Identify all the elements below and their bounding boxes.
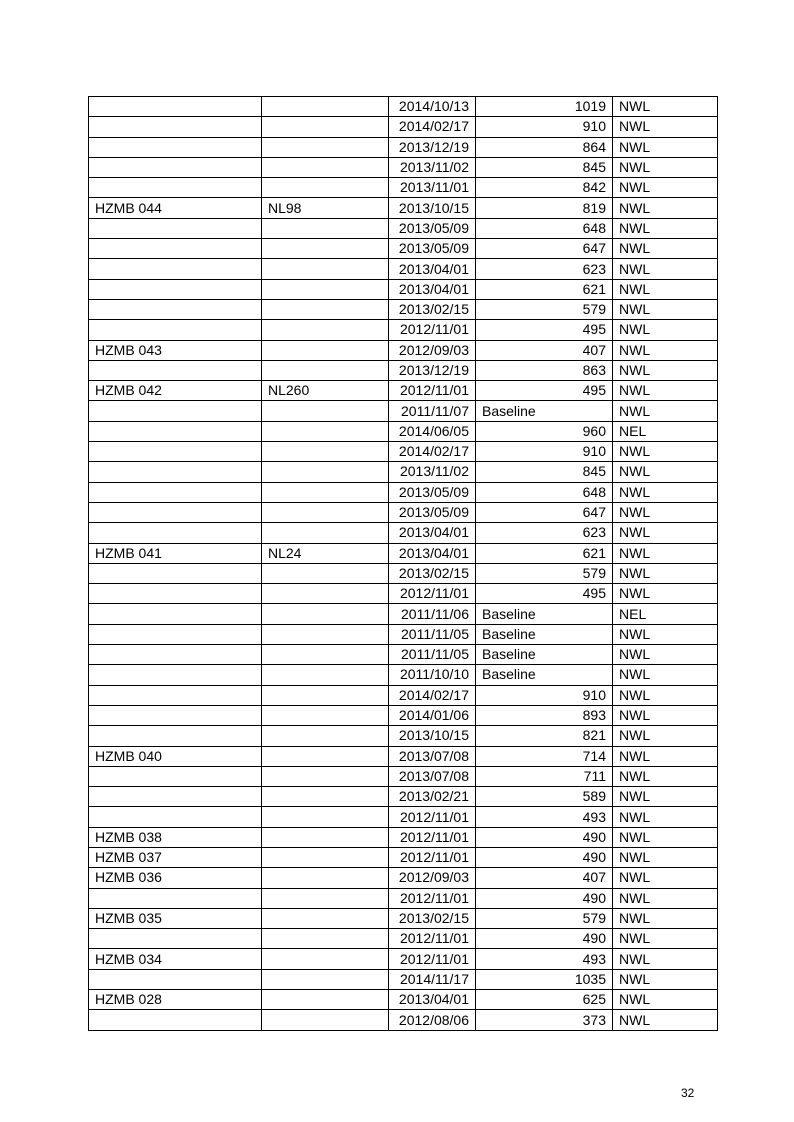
type-cell: NWL [613, 807, 718, 827]
survey-table [88, 96, 718, 1031]
type-cell: NWL [613, 908, 718, 928]
date-cell: 2012/11/01 [389, 847, 476, 867]
table-row [89, 259, 718, 279]
type-cell: NWL [613, 969, 718, 989]
type-cell: NWL [613, 482, 718, 502]
table-row [89, 645, 718, 665]
station-cell [89, 259, 262, 279]
value-cell: 910 [476, 117, 613, 137]
reference-cell [262, 299, 389, 319]
date-cell: 2013/04/01 [389, 523, 476, 543]
table-row [89, 360, 718, 380]
table-row [89, 665, 718, 685]
station-cell [89, 624, 262, 644]
table-row [89, 1010, 718, 1030]
station-cell [89, 766, 262, 786]
date-cell: 2014/02/17 [389, 685, 476, 705]
value-cell: 490 [476, 847, 613, 867]
date-cell: 2012/11/01 [389, 381, 476, 401]
value-cell: 648 [476, 218, 613, 238]
date-cell: 2014/02/17 [389, 442, 476, 462]
type-cell: NWL [613, 543, 718, 563]
value-cell: Baseline [476, 624, 613, 644]
type-cell: NWL [613, 360, 718, 380]
type-cell: NWL [613, 1010, 718, 1030]
reference-cell [262, 584, 389, 604]
table-row [89, 705, 718, 725]
station-cell [89, 178, 262, 198]
reference-cell [262, 726, 389, 746]
table-row [89, 847, 718, 867]
date-cell: 2012/11/01 [389, 949, 476, 969]
table-row [89, 929, 718, 949]
type-cell: NWL [613, 888, 718, 908]
reference-cell [262, 482, 389, 502]
table-row [89, 624, 718, 644]
table-row [89, 239, 718, 259]
table-row [89, 990, 718, 1010]
table-row [89, 563, 718, 583]
type-cell: NWL [613, 990, 718, 1010]
reference-cell [262, 117, 389, 137]
type-cell: NWL [613, 929, 718, 949]
station-cell [89, 1010, 262, 1030]
type-cell: NWL [613, 299, 718, 319]
date-cell: 2012/11/01 [389, 807, 476, 827]
date-cell: 2013/12/19 [389, 360, 476, 380]
reference-cell [262, 746, 389, 766]
value-cell: 621 [476, 279, 613, 299]
date-cell: 2013/02/21 [389, 787, 476, 807]
reference-cell [262, 645, 389, 665]
value-cell: 579 [476, 908, 613, 928]
station-cell [89, 279, 262, 299]
table-row [89, 198, 718, 218]
table-row [89, 584, 718, 604]
type-cell: NWL [613, 137, 718, 157]
reference-cell [262, 787, 389, 807]
date-cell: 2013/05/09 [389, 482, 476, 502]
type-cell: NWL [613, 442, 718, 462]
value-cell: 960 [476, 421, 613, 441]
reference-cell [262, 563, 389, 583]
reference-cell [262, 624, 389, 644]
date-cell: 2012/11/01 [389, 929, 476, 949]
date-cell: 2013/04/01 [389, 543, 476, 563]
table-row [89, 969, 718, 989]
date-cell: 2011/11/05 [389, 645, 476, 665]
table-row [89, 766, 718, 786]
table-row [89, 299, 718, 319]
table-row [89, 340, 718, 360]
value-cell: 1019 [476, 97, 613, 117]
date-cell: 2012/11/01 [389, 827, 476, 847]
type-cell: NWL [613, 401, 718, 421]
reference-cell [262, 340, 389, 360]
station-cell [89, 137, 262, 157]
reference-cell [262, 807, 389, 827]
table-row [89, 827, 718, 847]
date-cell: 2013/05/09 [389, 502, 476, 522]
reference-cell: NL24 [262, 543, 389, 563]
value-cell: Baseline [476, 665, 613, 685]
station-cell [89, 563, 262, 583]
type-cell: NWL [613, 279, 718, 299]
reference-cell [262, 949, 389, 969]
date-cell: 2014/02/17 [389, 117, 476, 137]
type-cell: NWL [613, 685, 718, 705]
type-cell: NWL [613, 198, 718, 218]
station-cell [89, 360, 262, 380]
table-row [89, 908, 718, 928]
reference-cell [262, 360, 389, 380]
type-cell: NWL [613, 502, 718, 522]
type-cell: NWL [613, 726, 718, 746]
reference-cell [262, 320, 389, 340]
date-cell: 2014/10/13 [389, 97, 476, 117]
date-cell: 2013/02/15 [389, 908, 476, 928]
station-cell [89, 117, 262, 137]
table-row [89, 421, 718, 441]
station-cell: HZMB 044 [89, 198, 262, 218]
table-row [89, 218, 718, 238]
value-cell: 493 [476, 949, 613, 969]
station-cell [89, 726, 262, 746]
type-cell: NWL [613, 705, 718, 725]
value-cell: 893 [476, 705, 613, 725]
value-cell: Baseline [476, 401, 613, 421]
type-cell: NWL [613, 523, 718, 543]
date-cell: 2014/06/05 [389, 421, 476, 441]
reference-cell [262, 442, 389, 462]
type-cell: NWL [613, 746, 718, 766]
value-cell: 819 [476, 198, 613, 218]
station-cell [89, 218, 262, 238]
date-cell: 2011/11/06 [389, 604, 476, 624]
reference-cell [262, 888, 389, 908]
station-cell [89, 604, 262, 624]
table-row [89, 137, 718, 157]
table-row [89, 381, 718, 401]
type-cell: NWL [613, 949, 718, 969]
table-row [89, 604, 718, 624]
reference-cell [262, 685, 389, 705]
date-cell: 2013/05/09 [389, 239, 476, 259]
reference-cell [262, 137, 389, 157]
date-cell: 2013/02/15 [389, 299, 476, 319]
date-cell: 2013/05/09 [389, 218, 476, 238]
reference-cell [262, 908, 389, 928]
station-cell [89, 442, 262, 462]
type-cell: NWL [613, 645, 718, 665]
station-cell [89, 239, 262, 259]
date-cell: 2012/11/01 [389, 584, 476, 604]
station-cell: HZMB 028 [89, 990, 262, 1010]
type-cell: NWL [613, 320, 718, 340]
station-cell [89, 157, 262, 177]
value-cell: 373 [476, 1010, 613, 1030]
station-cell [89, 462, 262, 482]
reference-cell: NL260 [262, 381, 389, 401]
date-cell: 2013/11/02 [389, 157, 476, 177]
station-cell: HZMB 040 [89, 746, 262, 766]
table-row [89, 746, 718, 766]
date-cell: 2014/11/17 [389, 969, 476, 989]
table-row [89, 523, 718, 543]
date-cell: 2014/01/06 [389, 705, 476, 725]
value-cell: Baseline [476, 604, 613, 624]
type-cell: NWL [613, 117, 718, 137]
table-row [89, 401, 718, 421]
station-cell [89, 502, 262, 522]
reference-cell [262, 178, 389, 198]
value-cell: 842 [476, 178, 613, 198]
value-cell: 711 [476, 766, 613, 786]
date-cell: 2013/10/15 [389, 726, 476, 746]
value-cell: 579 [476, 563, 613, 583]
type-cell: NWL [613, 97, 718, 117]
station-cell: HZMB 037 [89, 847, 262, 867]
table-row [89, 279, 718, 299]
date-cell: 2011/11/07 [389, 401, 476, 421]
table-row [89, 685, 718, 705]
date-cell: 2013/11/01 [389, 178, 476, 198]
date-cell: 2011/10/10 [389, 665, 476, 685]
type-cell: NWL [613, 218, 718, 238]
type-cell: NWL [613, 381, 718, 401]
table-row [89, 462, 718, 482]
type-cell: NWL [613, 787, 718, 807]
value-cell: 845 [476, 157, 613, 177]
value-cell: 490 [476, 827, 613, 847]
value-cell: Baseline [476, 645, 613, 665]
date-cell: 2013/02/15 [389, 563, 476, 583]
station-cell [89, 320, 262, 340]
station-cell [89, 523, 262, 543]
value-cell: 647 [476, 239, 613, 259]
station-cell [89, 421, 262, 441]
value-cell: 589 [476, 787, 613, 807]
reference-cell [262, 705, 389, 725]
station-cell: HZMB 035 [89, 908, 262, 928]
station-cell [89, 929, 262, 949]
date-cell: 2012/11/01 [389, 888, 476, 908]
table-row [89, 320, 718, 340]
reference-cell [262, 665, 389, 685]
date-cell: 2012/11/01 [389, 320, 476, 340]
date-cell: 2013/04/01 [389, 990, 476, 1010]
type-cell: NWL [613, 665, 718, 685]
date-cell: 2013/04/01 [389, 259, 476, 279]
type-cell: NWL [613, 584, 718, 604]
reference-cell: NL98 [262, 198, 389, 218]
reference-cell [262, 239, 389, 259]
value-cell: 495 [476, 381, 613, 401]
value-cell: 648 [476, 482, 613, 502]
reference-cell [262, 259, 389, 279]
type-cell: NEL [613, 604, 718, 624]
station-cell [89, 705, 262, 725]
value-cell: 407 [476, 868, 613, 888]
reference-cell [262, 604, 389, 624]
station-cell: HZMB 041 [89, 543, 262, 563]
value-cell: 623 [476, 523, 613, 543]
station-cell [89, 665, 262, 685]
reference-cell [262, 847, 389, 867]
value-cell: 579 [476, 299, 613, 319]
table-row [89, 178, 718, 198]
reference-cell [262, 827, 389, 847]
reference-cell [262, 502, 389, 522]
date-cell: 2013/10/15 [389, 198, 476, 218]
table-row [89, 888, 718, 908]
date-cell: 2013/07/08 [389, 746, 476, 766]
type-cell: NWL [613, 259, 718, 279]
table-row [89, 543, 718, 563]
reference-cell [262, 1010, 389, 1030]
table-row [89, 97, 718, 117]
date-cell: 2012/09/03 [389, 340, 476, 360]
page-number: 32 [681, 1086, 695, 1100]
type-cell: NWL [613, 462, 718, 482]
value-cell: 407 [476, 340, 613, 360]
table-row [89, 949, 718, 969]
reference-cell [262, 523, 389, 543]
station-cell [89, 888, 262, 908]
reference-cell [262, 401, 389, 421]
value-cell: 647 [476, 502, 613, 522]
station-cell [89, 482, 262, 502]
value-cell: 490 [476, 929, 613, 949]
type-cell: NWL [613, 157, 718, 177]
value-cell: 495 [476, 320, 613, 340]
value-cell: 821 [476, 726, 613, 746]
reference-cell [262, 766, 389, 786]
value-cell: 714 [476, 746, 613, 766]
value-cell: 863 [476, 360, 613, 380]
station-cell [89, 685, 262, 705]
station-cell [89, 645, 262, 665]
station-cell [89, 584, 262, 604]
station-cell: HZMB 042 [89, 381, 262, 401]
value-cell: 490 [476, 888, 613, 908]
table-row [89, 868, 718, 888]
date-cell: 2013/11/02 [389, 462, 476, 482]
table-row [89, 442, 718, 462]
type-cell: NWL [613, 766, 718, 786]
value-cell: 1035 [476, 969, 613, 989]
date-cell: 2012/08/06 [389, 1010, 476, 1030]
type-cell: NWL [613, 239, 718, 259]
date-cell: 2013/04/01 [389, 279, 476, 299]
type-cell: NWL [613, 868, 718, 888]
value-cell: 625 [476, 990, 613, 1010]
reference-cell [262, 279, 389, 299]
station-cell [89, 807, 262, 827]
table-row [89, 807, 718, 827]
date-cell: 2013/12/19 [389, 137, 476, 157]
reference-cell [262, 929, 389, 949]
station-cell: HZMB 036 [89, 868, 262, 888]
reference-cell [262, 157, 389, 177]
station-cell: HZMB 038 [89, 827, 262, 847]
reference-cell [262, 969, 389, 989]
station-cell [89, 969, 262, 989]
reference-cell [262, 97, 389, 117]
station-cell [89, 97, 262, 117]
date-cell: 2011/11/05 [389, 624, 476, 644]
table-row [89, 787, 718, 807]
reference-cell [262, 868, 389, 888]
value-cell: 495 [476, 584, 613, 604]
table-row [89, 726, 718, 746]
type-cell: NWL [613, 827, 718, 847]
reference-cell [262, 421, 389, 441]
value-cell: 493 [476, 807, 613, 827]
station-cell [89, 401, 262, 421]
table-row [89, 157, 718, 177]
value-cell: 864 [476, 137, 613, 157]
date-cell: 2013/07/08 [389, 766, 476, 786]
type-cell: NEL [613, 421, 718, 441]
station-cell: HZMB 034 [89, 949, 262, 969]
value-cell: 623 [476, 259, 613, 279]
value-cell: 621 [476, 543, 613, 563]
type-cell: NWL [613, 563, 718, 583]
station-cell [89, 299, 262, 319]
value-cell: 845 [476, 462, 613, 482]
type-cell: NWL [613, 178, 718, 198]
table-body [89, 97, 718, 1031]
reference-cell [262, 218, 389, 238]
value-cell: 910 [476, 442, 613, 462]
type-cell: NWL [613, 340, 718, 360]
value-cell: 910 [476, 685, 613, 705]
type-cell: NWL [613, 624, 718, 644]
table-row [89, 482, 718, 502]
reference-cell [262, 990, 389, 1010]
date-cell: 2012/09/03 [389, 868, 476, 888]
station-cell: HZMB 043 [89, 340, 262, 360]
reference-cell [262, 462, 389, 482]
table-row [89, 117, 718, 137]
station-cell [89, 787, 262, 807]
table-row [89, 502, 718, 522]
type-cell: NWL [613, 847, 718, 867]
